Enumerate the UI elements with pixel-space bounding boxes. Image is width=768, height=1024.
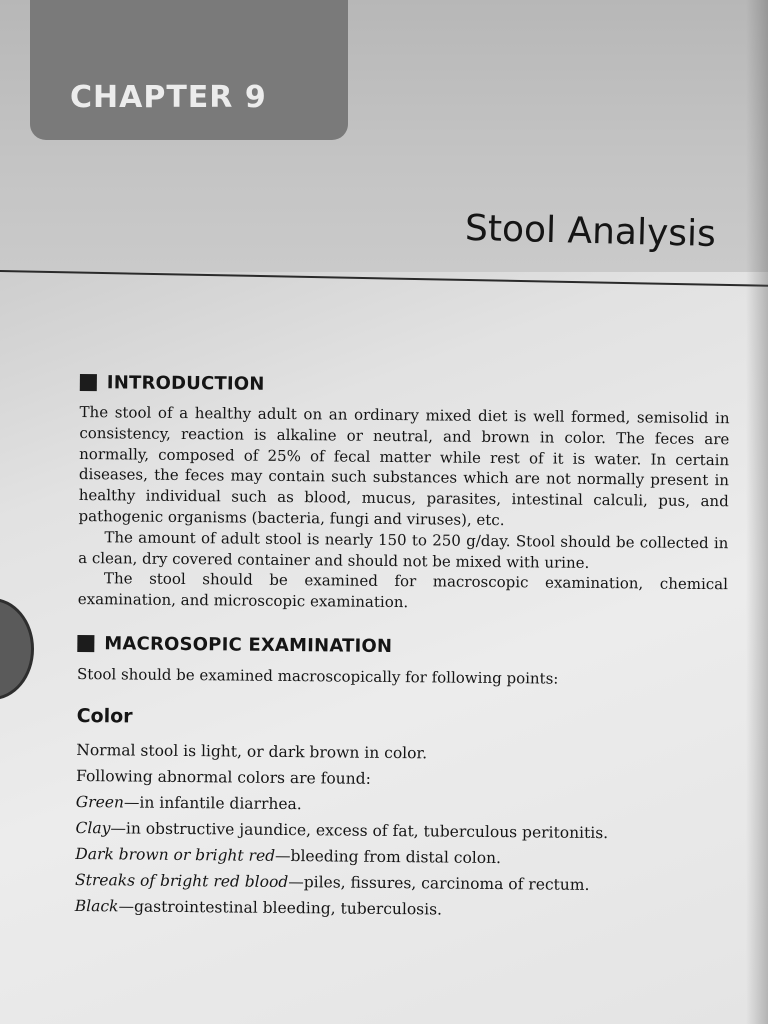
color-description: piles, fissures, carcinoma of rectum. (303, 872, 590, 894)
page-spine-shadow (746, 0, 768, 1024)
color-line-2: Following abnormal colors are found: (75, 766, 371, 788)
chapter-label: CHAPTER 9 (70, 80, 267, 115)
chapter-tab (30, 0, 348, 140)
color-term: Black (74, 896, 119, 916)
color-line-1: Normal stool is light, or dark brown in color. (76, 740, 428, 763)
introduction-heading (80, 368, 730, 402)
intro-paragraph-3: The stool should be examined for macroscopic examination, chemical examination, and microscopic examination. (77, 569, 729, 612)
page-title: Stool Analysis (464, 207, 717, 255)
color-term: Clay (75, 818, 111, 838)
macroscopic-intro: Stool should be examined macroscopically for following points: (76, 664, 559, 688)
dash: — (288, 872, 304, 891)
dash: — (110, 819, 126, 838)
color-item (75, 893, 725, 925)
color-list (75, 737, 727, 925)
title-divider (0, 270, 768, 287)
color-description: in obstructive jaundice, excess of fat, tuberculous peritonitis. (125, 819, 609, 842)
page-content (75, 368, 730, 925)
color-description: gastrointestinal bleeding, tuberculosis. (133, 897, 443, 919)
color-description: bleeding from distal colon. (290, 846, 502, 867)
color-term: Dark brown or bright red (75, 844, 276, 865)
macroscopic-heading-text: MACROSOPIC EXAMINATION (104, 633, 393, 658)
section-bullet-icon (80, 373, 97, 390)
dash: — (118, 897, 135, 916)
macroscopic-heading (77, 630, 727, 664)
color-term: Streaks of bright red blood (75, 870, 289, 891)
color-heading: Color (76, 704, 133, 728)
dash: — (275, 846, 291, 865)
intro-paragraph-2: The amount of adult stool is nearly 150 to 250 g/day. Stool should be collected in a clean, dry covered container and should not be mixed with urine. (78, 528, 729, 572)
intro-paragraph-1: The stool of a healthy adult on an ordinary mixed diet is well formed, semisolid in consistency, reaction is alkaline or neutral, and brown in color. The feces are normally, composed of 25% of fecal matter while rest of it is water. In certain diseases, the feces may contain such substances which are not normally present in healthy individual such as blood, mucus, parasites, intestinal calculi, pus, and pathogenic organisms (bacteria, fungi and viruses), etc. (78, 402, 730, 530)
color-description: in infantile diarrhea. (139, 793, 302, 813)
introduction-heading-text: INTRODUCTION (106, 371, 265, 395)
section-bullet-icon (77, 635, 94, 652)
thumb-shadow (0, 598, 34, 700)
dash: — (123, 793, 140, 812)
color-term: Green (75, 792, 125, 812)
